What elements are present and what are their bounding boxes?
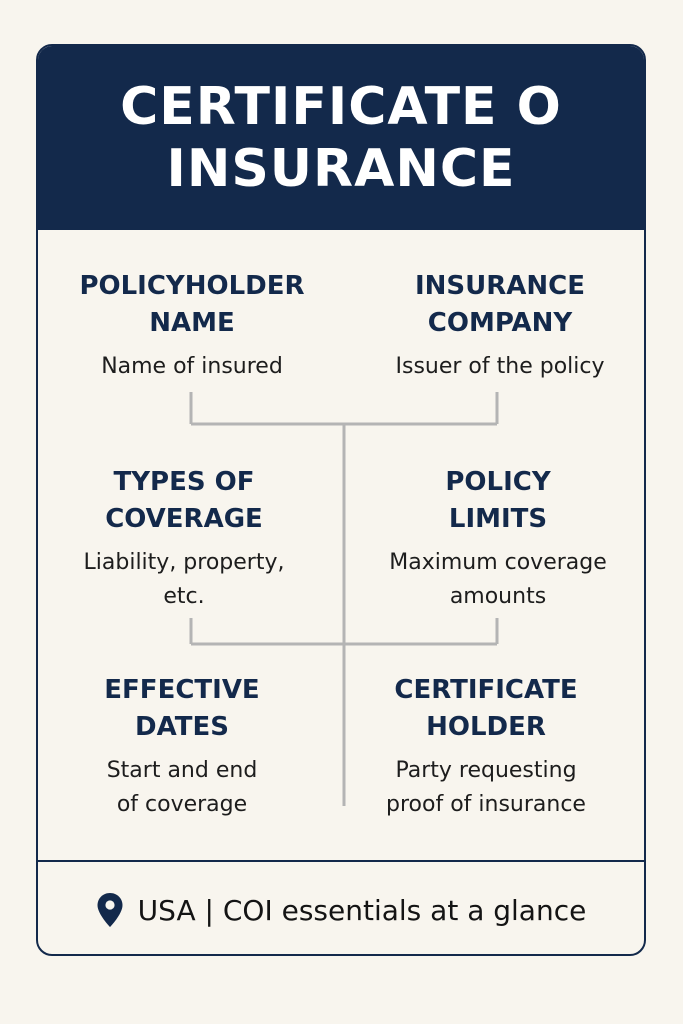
- item-description: Issuer of the policy: [395, 354, 605, 379]
- item-title: CERTIFICATE HOLDER: [394, 675, 578, 742]
- item-description: Start and end of coverage: [106, 758, 258, 817]
- item-effective-dates: [36, 672, 332, 822]
- title-line-1: CERTIFICATE O: [120, 77, 562, 137]
- item-description: Name of insured: [101, 354, 283, 379]
- item-certificate-holder: [336, 672, 636, 822]
- item-title: EFFECTIVE DATES: [104, 675, 260, 742]
- item-title: INSURANCE COMPANY: [414, 271, 585, 338]
- item-title: POLICYHOLDER NAME: [79, 271, 305, 338]
- title-line-2: INSURANCE: [166, 139, 516, 199]
- item-policyholder-name: [42, 268, 342, 384]
- item-types-of-coverage: [36, 464, 334, 614]
- certificate-card: [36, 44, 646, 956]
- item-description: Maximum coverage amounts: [389, 550, 607, 609]
- item-policy-limits: [348, 464, 646, 614]
- item-title: TYPES OF COVERAGE: [105, 467, 263, 534]
- footer: [38, 862, 644, 956]
- location-pin-icon: [96, 892, 124, 928]
- item-description: Party requesting proof of insurance: [386, 758, 586, 817]
- item-description: Liability, property, etc.: [83, 550, 285, 609]
- item-insurance-company: [350, 268, 646, 384]
- item-title: POLICY LIMITS: [445, 467, 551, 534]
- footer-text: USA | COI essentials at a glance: [137, 893, 587, 927]
